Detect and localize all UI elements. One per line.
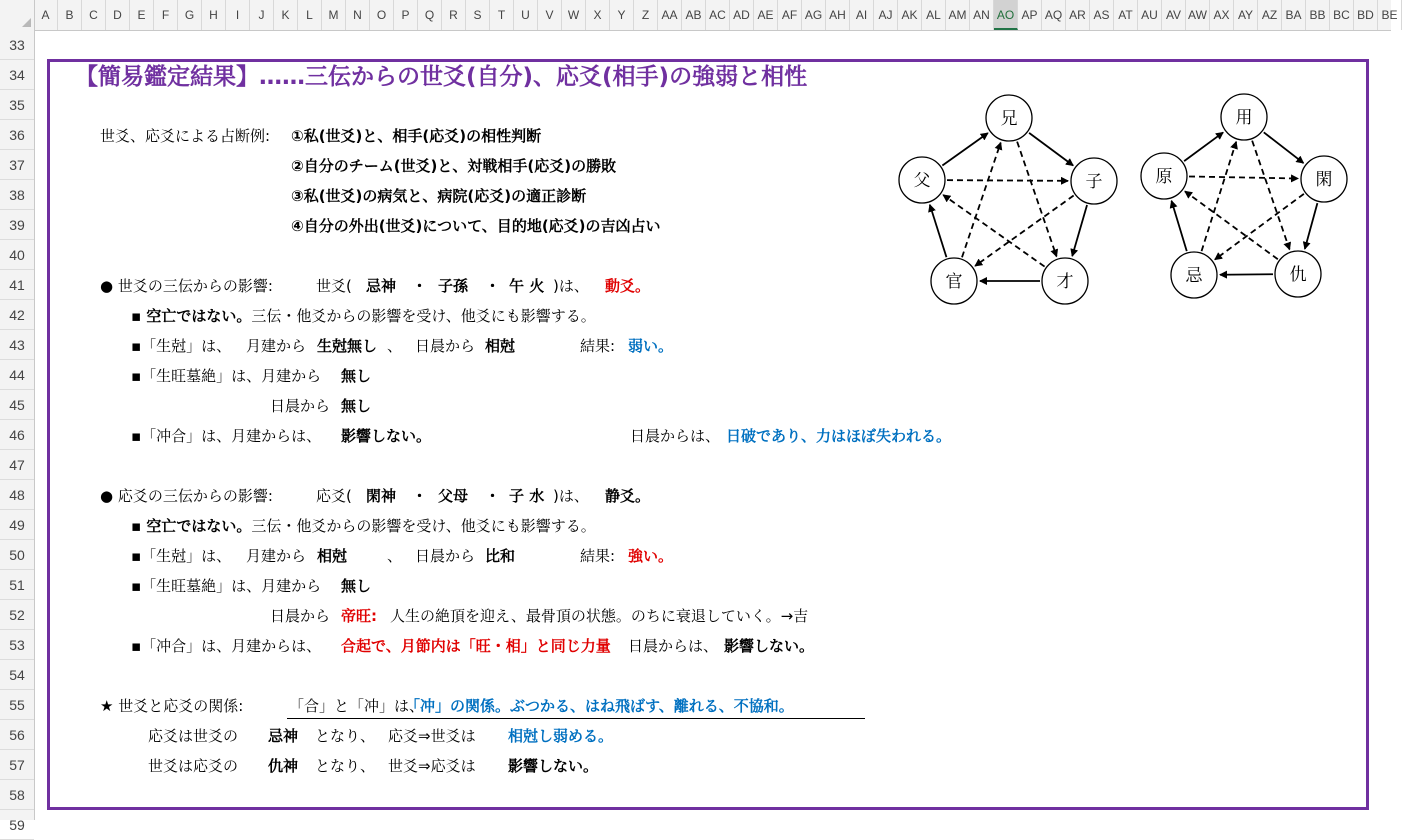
right-diagram-edge-bottomright-bottomleft xyxy=(1220,274,1273,275)
column-header-L[interactable]: L xyxy=(298,0,322,30)
left-diagram-edge-left-top xyxy=(942,133,987,165)
column-header-AQ[interactable]: AQ xyxy=(1042,0,1066,30)
relation-r1-d: 応爻⇒世爻は xyxy=(388,727,476,745)
row-header-33[interactable]: 33 xyxy=(0,30,34,60)
column-header-G[interactable]: G xyxy=(178,0,202,30)
column-header-BA[interactable]: BA xyxy=(1282,0,1306,30)
column-header-U[interactable]: U xyxy=(514,0,538,30)
column-header-V[interactable]: V xyxy=(538,0,562,30)
row-header-40[interactable]: 40 xyxy=(0,240,34,270)
left-diagram-node-label-bottom_left: 官 xyxy=(945,272,963,292)
row-header-55[interactable]: 55 xyxy=(0,690,34,720)
right-diagram-star-bottomright-left xyxy=(1185,191,1278,259)
ou-yao-close: )は、 xyxy=(553,487,589,505)
column-header-C[interactable]: C xyxy=(82,0,106,30)
left-diagram-node-label-right: 子 xyxy=(1085,172,1103,192)
ou-line3-label: ▪「生旺墓絶」は、月建から xyxy=(131,577,322,595)
relation-r1-e: 相尅し弱める。 xyxy=(508,727,614,745)
row-header-35[interactable]: 35 xyxy=(0,90,34,120)
relation-r1-b: 忌神 xyxy=(268,727,299,745)
row-header-45[interactable]: 45 xyxy=(0,390,34,420)
column-header-AE[interactable]: AE xyxy=(754,0,778,30)
column-header-R[interactable]: R xyxy=(442,0,466,30)
se-line5-day-val: 日破であり、力はほぼ失われる。 xyxy=(726,427,952,445)
se-line5-month-val: 影響しない。 xyxy=(341,427,432,445)
ou-line3-month-val: 無し xyxy=(341,577,372,595)
ou-god-2: 父母 xyxy=(438,487,469,505)
se-yao-close: )は、 xyxy=(553,277,589,295)
left-diagram-node-label-left: 父 xyxy=(913,171,931,191)
ou-status: 静爻。 xyxy=(605,487,651,505)
se-line2-month-key: 月建から xyxy=(246,337,307,355)
row-header-49[interactable]: 49 xyxy=(0,510,34,540)
right-diagram-star-top-bottomright xyxy=(1252,141,1289,250)
se-line2-sep: 、 xyxy=(387,337,403,355)
relation-r2-d: 世爻⇒応爻は xyxy=(388,757,476,775)
column-header-H[interactable]: H xyxy=(202,0,226,30)
column-header-Y[interactable]: Y xyxy=(610,0,634,30)
column-header-AU[interactable]: AU xyxy=(1138,0,1162,30)
se-line2-label: ▪「生尅」は、 xyxy=(131,337,232,355)
relation-r2-e: 影響しない。 xyxy=(508,757,599,775)
example-item-1: ①私(世爻)と、相手(応爻)の相性判断 xyxy=(291,127,542,145)
column-header-AY[interactable]: AY xyxy=(1234,0,1258,30)
ou-line1-rest: 三伝・他爻からの影響を受け、他爻にも影響する。 xyxy=(251,517,596,535)
column-header-AN[interactable]: AN xyxy=(970,0,994,30)
ou-line4-note: 人生の絶頂を迎え、最骨頂の状態。のちに衰退していく。→吉 xyxy=(390,607,809,625)
row-header-53[interactable]: 53 xyxy=(0,630,34,660)
column-header-N[interactable]: N xyxy=(346,0,370,30)
left-diagram-node-label-bottom_right: 才 xyxy=(1056,272,1074,292)
se-line5-label: ▪「冲合」は、月建からは、 xyxy=(131,427,322,445)
right-diagram-node-label-top: 用 xyxy=(1235,108,1253,128)
column-header-AH[interactable]: AH xyxy=(826,0,850,30)
se-line4-day-val: 無し xyxy=(341,397,372,415)
right-diagram-edge-top-right xyxy=(1264,132,1304,163)
relation-r2-a: 世爻は応爻の xyxy=(148,757,239,775)
column-header-AV[interactable]: AV xyxy=(1162,0,1186,30)
left-diagram-star-top-bottomright xyxy=(1017,142,1056,257)
column-header-K[interactable]: K xyxy=(274,0,298,30)
ou-line2-month-val: 相尅 xyxy=(317,547,348,565)
column-header-I[interactable]: I xyxy=(226,0,250,30)
example-item-3: ③私(世爻)の病気と、病院(応爻)の適正診断 xyxy=(291,187,587,205)
relation-r2-c: となり、 xyxy=(315,757,376,775)
left-diagram-star-left-right xyxy=(947,180,1068,181)
column-header-A[interactable]: A xyxy=(34,0,58,30)
column-header-AC[interactable]: AC xyxy=(706,0,730,30)
column-header-Q[interactable]: Q xyxy=(418,0,442,30)
column-header-Z[interactable]: Z xyxy=(634,0,658,30)
column-header-AI[interactable]: AI xyxy=(850,0,874,30)
relation-text1: 「合」と「冲」は、 xyxy=(289,697,425,715)
ou-god-3: 子 水 xyxy=(509,487,545,505)
ou-line5-month-val: 合起で、月節内は「旺・相」と同じ力量 xyxy=(341,637,611,655)
ou-line1-bold: ▪ 空亡ではない。 xyxy=(131,517,252,535)
column-header-E[interactable]: E xyxy=(130,0,154,30)
ou-line2-day-val: 比和 xyxy=(485,547,516,565)
left-diagram-edge-top-right xyxy=(1029,133,1073,166)
column-header-AP[interactable]: AP xyxy=(1018,0,1042,30)
column-header-F[interactable]: F xyxy=(154,0,178,30)
se-god-3: 午 火 xyxy=(509,277,545,295)
column-header-AX[interactable]: AX xyxy=(1210,0,1234,30)
column-header-AA[interactable]: AA xyxy=(658,0,682,30)
column-header-M[interactable]: M xyxy=(322,0,346,30)
ou-line4-day-val: 帝旺: xyxy=(341,607,377,625)
relation-r2-b: 仇神 xyxy=(268,757,299,775)
row-header-37[interactable]: 37 xyxy=(0,150,34,180)
se-yao-open: 世爻( xyxy=(316,277,352,295)
ou-line2-day-key: 日晨から xyxy=(415,547,476,565)
column-header-X[interactable]: X xyxy=(586,0,610,30)
row-header-36[interactable]: 36 xyxy=(0,120,34,150)
se-dot-1: ・ xyxy=(412,277,428,295)
relation-r1-c: となり、 xyxy=(315,727,376,745)
ou-heading: ● 応爻の三伝からの影響: xyxy=(100,487,273,505)
column-header-AO[interactable]: AO xyxy=(994,0,1018,30)
row-header-52[interactable]: 52 xyxy=(0,600,34,630)
se-line2-result: 弱い。 xyxy=(628,337,674,355)
left-diagram-star-bottomright-left xyxy=(943,195,1044,267)
row-header-59[interactable]: 59 xyxy=(0,810,34,840)
se-line2-day-key: 日晨から xyxy=(415,337,476,355)
column-header-AB[interactable]: AB xyxy=(682,0,706,30)
example-item-4: ④自分の外出(世爻)について、目的地(応爻)の吉凶占い xyxy=(291,217,661,235)
column-header-P[interactable]: P xyxy=(394,0,418,30)
column-header-AJ[interactable]: AJ xyxy=(874,0,898,30)
se-line4-day-key: 日晨から xyxy=(270,397,331,415)
column-header-B[interactable]: B xyxy=(58,0,82,30)
ou-line5-label: ▪「冲合」は、月建からは、 xyxy=(131,637,322,655)
row-header-54[interactable]: 54 xyxy=(0,660,34,690)
se-status: 動爻。 xyxy=(605,277,651,295)
diagram-left xyxy=(899,95,1117,304)
row-header-57[interactable]: 57 xyxy=(0,750,34,780)
row-header-56[interactable]: 56 xyxy=(0,720,34,750)
column-header-AG[interactable]: AG xyxy=(802,0,826,30)
row-header-58[interactable]: 58 xyxy=(0,780,34,810)
left-diagram-edge-right-bottomright xyxy=(1072,205,1087,256)
ou-line5-day-val: 影響しない。 xyxy=(724,637,815,655)
diagram-right xyxy=(1141,94,1347,298)
column-header-BC[interactable]: BC xyxy=(1330,0,1354,30)
column-header-AW[interactable]: AW xyxy=(1186,0,1210,30)
row-header-41[interactable]: 41 xyxy=(0,270,34,300)
right-diagram-star-bottomleft-top xyxy=(1202,142,1237,251)
page-title: 【簡易鑑定結果】‥‥‥三伝からの世爻(自分)、応爻(相手)の強弱と相性 xyxy=(75,64,808,90)
right-diagram-star-left-right xyxy=(1189,176,1298,178)
ou-yao-open: 応爻( xyxy=(316,487,352,505)
right-diagram-edge-bottomleft-left xyxy=(1172,201,1187,251)
ou-line2-sep: 、 xyxy=(387,547,403,565)
se-line3-month-val: 無し xyxy=(341,367,372,385)
se-line1-bold: ▪ 空亡ではない。 xyxy=(131,307,252,325)
row-header-39[interactable]: 39 xyxy=(0,210,34,240)
se-line1-rest: 三伝・他爻からの影響を受け、他爻にも影響する。 xyxy=(251,307,596,325)
se-heading: ● 世爻の三伝からの影響: xyxy=(100,277,273,295)
examples-label: 世爻、応爻による占断例: xyxy=(100,127,271,145)
se-line5-day-key: 日晨からは、 xyxy=(630,427,721,445)
row-header-38[interactable]: 38 xyxy=(0,180,34,210)
column-header-BD[interactable]: BD xyxy=(1354,0,1378,30)
ou-line2-label: ▪「生尅」は、 xyxy=(131,547,232,565)
se-line2-month-val: 生尅無し xyxy=(317,337,378,355)
column-header-AT[interactable]: AT xyxy=(1114,0,1138,30)
column-header-AR[interactable]: AR xyxy=(1066,0,1090,30)
left-diagram-star-right-bottomleft xyxy=(975,196,1073,266)
se-dot-2: ・ xyxy=(485,277,501,295)
column-header-J[interactable]: J xyxy=(250,0,274,30)
column-header-BE[interactable]: BE xyxy=(1378,0,1402,30)
column-header-O[interactable]: O xyxy=(370,0,394,30)
ou-god-1: 閑神 xyxy=(366,487,397,505)
ou-line4-day-key: 日晨から xyxy=(270,607,331,625)
column-header-AS[interactable]: AS xyxy=(1090,0,1114,30)
right-diagram-node-label-left: 原 xyxy=(1155,167,1173,187)
ou-dot-1: ・ xyxy=(412,487,428,505)
se-line2-result-label: 結果: xyxy=(580,337,616,355)
right-diagram-star-right-bottomleft xyxy=(1215,194,1304,260)
row-header-48[interactable]: 48 xyxy=(0,480,34,510)
right-diagram-node-label-bottom_left: 忌 xyxy=(1185,266,1203,286)
se-god-2: 子孫 xyxy=(438,277,469,295)
column-header-AK[interactable]: AK xyxy=(898,0,922,30)
column-header-AF[interactable]: AF xyxy=(778,0,802,30)
row-header-42[interactable]: 42 xyxy=(0,300,34,330)
column-header-AM[interactable]: AM xyxy=(946,0,970,30)
se-line3-label: ▪「生旺墓絶」は、月建から xyxy=(131,367,322,385)
ou-line2-result: 強い。 xyxy=(628,547,674,565)
column-header-AL[interactable]: AL xyxy=(922,0,946,30)
row-header-46[interactable]: 46 xyxy=(0,420,34,450)
column-header-BB[interactable]: BB xyxy=(1306,0,1330,30)
column-header-AZ[interactable]: AZ xyxy=(1258,0,1282,30)
column-header-T[interactable]: T xyxy=(490,0,514,30)
relation-heading: ★ 世爻と応爻の関係: xyxy=(100,697,244,715)
column-header-AD[interactable]: AD xyxy=(730,0,754,30)
ou-line2-month-key: 月建から xyxy=(246,547,307,565)
left-diagram-node-label-top: 兄 xyxy=(1000,109,1018,129)
se-god-1: 忌神 xyxy=(366,277,397,295)
ou-dot-2: ・ xyxy=(485,487,501,505)
column-header-S[interactable]: S xyxy=(466,0,490,30)
column-header-D[interactable]: D xyxy=(106,0,130,30)
example-item-2: ②自分のチーム(世爻)と、対戦相手(応爻)の勝敗 xyxy=(291,157,617,175)
ou-line5-day-key: 日晨からは、 xyxy=(628,637,719,655)
row-header-51[interactable]: 51 xyxy=(0,570,34,600)
ou-line2-result-label: 結果: xyxy=(580,547,616,565)
left-diagram-edge-bottomleft-left xyxy=(930,205,947,257)
row-header-50[interactable]: 50 xyxy=(0,540,34,570)
row-header-47[interactable]: 47 xyxy=(0,450,34,480)
right-diagram-edge-left-top xyxy=(1184,132,1223,161)
relation-text2: 「冲」の関係。ぶつかる、はね飛ばす、離れる、不協和。 xyxy=(405,697,794,715)
right-diagram-edge-right-bottomright xyxy=(1305,203,1318,249)
row-header-44[interactable]: 44 xyxy=(0,360,34,390)
column-header-W[interactable]: W xyxy=(562,0,586,30)
se-line2-day-val: 相尅 xyxy=(485,337,516,355)
row-header-43[interactable]: 43 xyxy=(0,330,34,360)
left-diagram-star-bottomleft-top xyxy=(962,143,1001,258)
right-diagram-node-label-right: 閑 xyxy=(1315,170,1333,190)
relation-r1-a: 応爻は世爻の xyxy=(148,727,239,745)
row-header-34[interactable]: 34 xyxy=(0,60,34,90)
right-diagram-node-label-bottom_right: 仇 xyxy=(1289,265,1307,285)
